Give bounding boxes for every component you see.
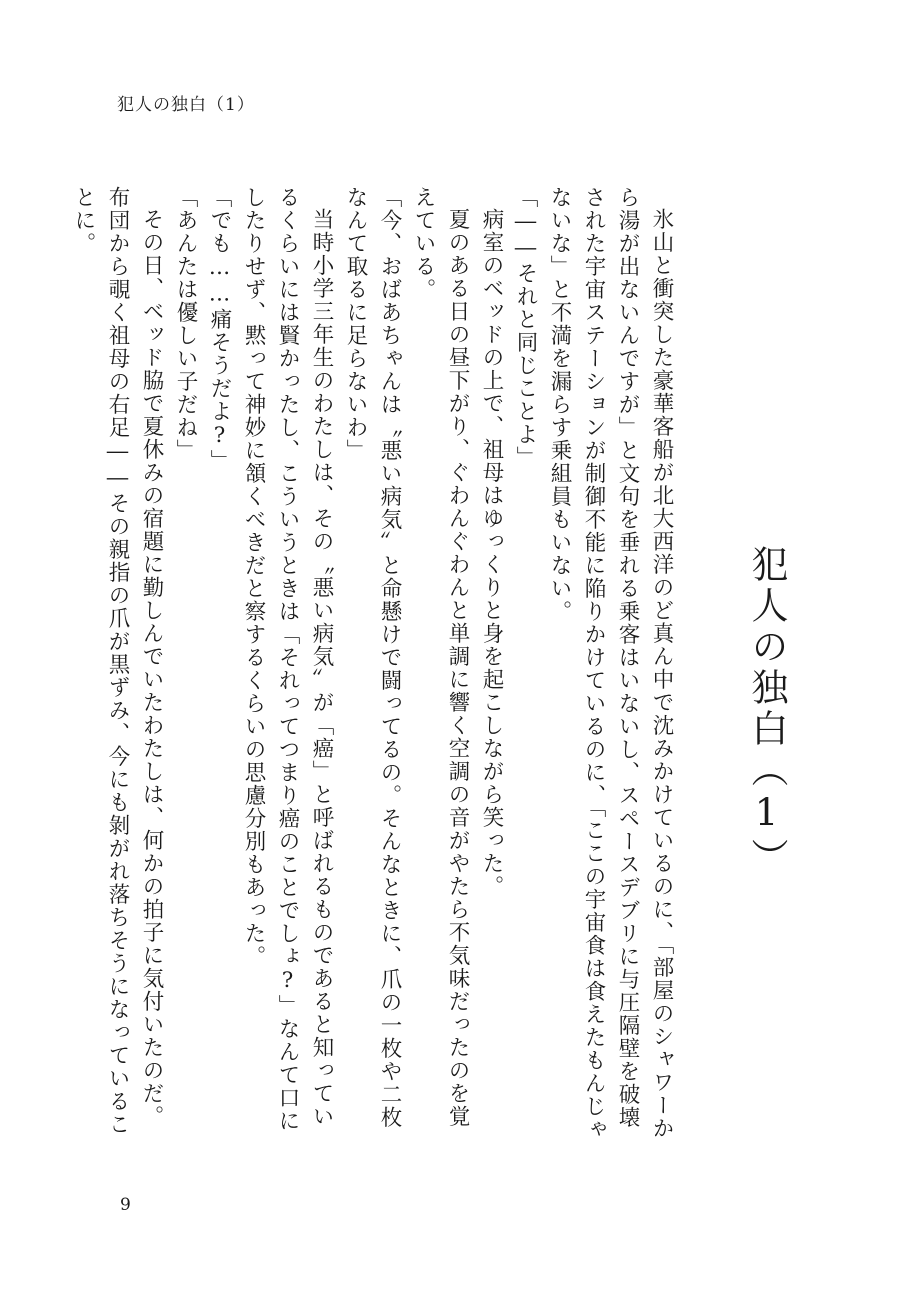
running-head: 犯人の独白（1） bbox=[117, 95, 255, 115]
paragraph: 「でも……痛そうだよ?」 bbox=[207, 186, 232, 473]
paragraph: 夏のある日の昼下がり、ぐわんぐわんと単調に響く空調の音がやたら不気味だったのを覚えている。 bbox=[411, 186, 470, 1128]
paragraph: 「今、おばあちゃんは〝悪い病気〟と命懸けで闘ってるの。そんなときに、爪の一枚や二枚なんて取るに足らないわ」 bbox=[343, 186, 402, 1129]
body-text bbox=[71, 186, 678, 1146]
paragraph: 当時小学三年生のわたしは、その〝悪い病気〟が「癌」と呼ばれるものであると知っているくらいには賢かったし、こういうときは「それってつまり癌のことでしょ?」なんて口にしたりせず、黙って神妙に頷くべきだと察するくらいの思慮分別もあった。 bbox=[241, 186, 334, 1133]
paragraph: 氷山と衝突した豪華客船が北大西洋のど真ん中で沈みかけているのに、「部屋のシャワーから湯が出ないんですが」と文句を垂れる乗客はいないし、スペースデブリに与圧隔壁を破壊された宇宙ステーションが制御不能に陥りかけているのに、「ここの宇宙食は食えたもんじゃないな」と不満を漏らす乗組員もいない。 bbox=[547, 186, 674, 1142]
paragraph: 病室のベッドの上で、祖母はゆっくりと身を起こしながら笑った。 bbox=[479, 207, 504, 898]
paragraph: その日、ベッド脇で夏休みの宿題に勤しんでいたわたしは、何かの拍子に気付いたのだ。布団から覗く祖母の右足――その親指の爪が黒ずみ、今にも剝がれ落ちそうになっていることに。 bbox=[71, 186, 164, 1136]
chapter-title: 犯人の独白（1） bbox=[745, 545, 788, 879]
page-number: 9 bbox=[120, 1195, 131, 1215]
paragraph: 「あんたは優しい子だね」 bbox=[173, 186, 198, 462]
paragraph: 「――それと同じことよ」 bbox=[513, 186, 538, 469]
